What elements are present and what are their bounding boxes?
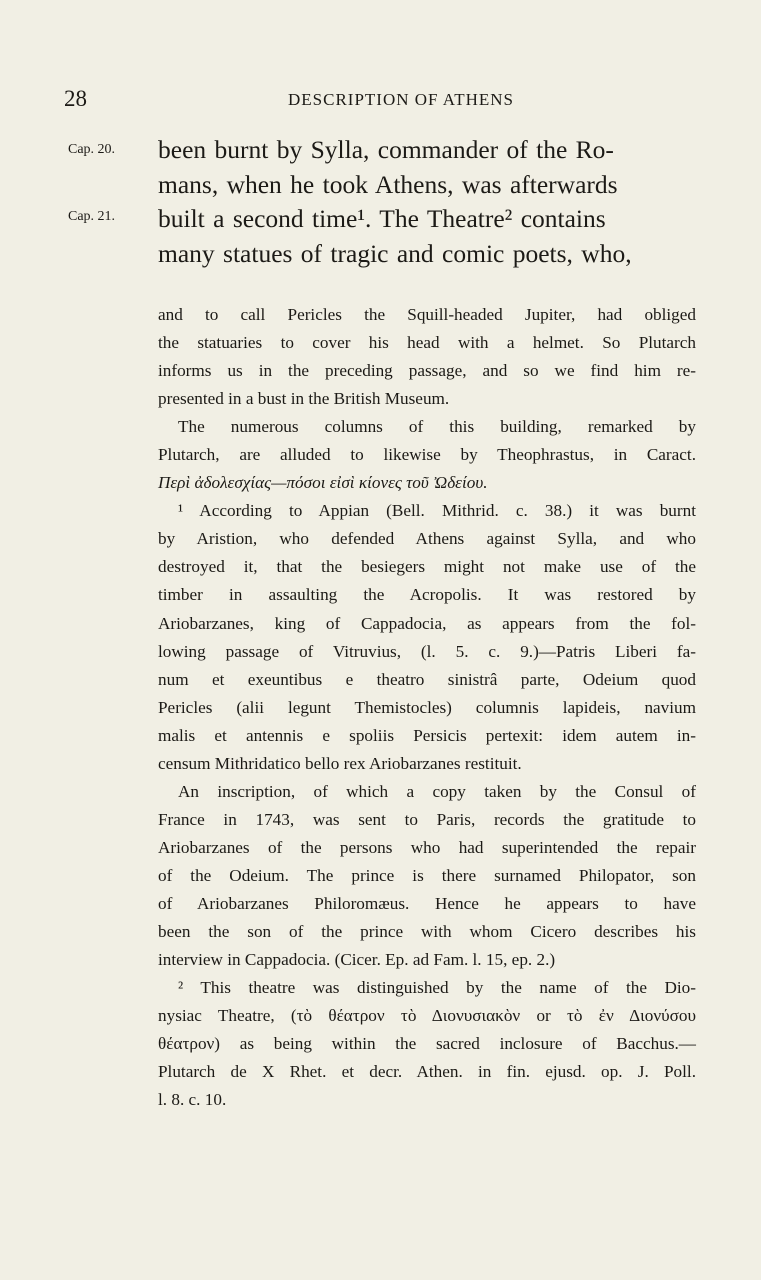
main-text-line: been burnt by Sylla, commander of the Ro- (158, 135, 614, 164)
footnote-line: θέατρον) as being within the sacred inclosure of Bacchus.— (158, 1034, 696, 1054)
footnotes-block (158, 301, 696, 1114)
page-header (64, 86, 674, 116)
footnote-line: Pericles (alii legunt Themistocles) columnis lapideis, navium (158, 697, 696, 717)
footnote-line: and to call Pericles the Squill-headed Jupiter, had obliged (158, 305, 696, 324)
footnote-line: malis et antennis e spoliis Persicis pertexit: idem autem in- (158, 725, 696, 745)
footnote-line: of the Odeium. The prince is there surnamed Philopator, son (158, 865, 696, 885)
main-text-block (158, 133, 695, 271)
footnote-line: lowing passage of Vitruvius, (l. 5. c. 9.)—Patris Liberi fa- (158, 641, 696, 661)
main-text-line: mans, when he took Athens, was afterwards (158, 169, 618, 199)
footnote-line: of Ariobarzanes Philoromæus. Hence he appears to have (158, 893, 696, 913)
footnote-line: Plutarch, are alluded to likewise by Theophrastus, in Caract. (158, 445, 696, 465)
main-text-line: many statues of tragic and comic poets, who, (158, 238, 632, 268)
main-text-line: built a second time¹. The Theatre² contains (158, 204, 606, 233)
footnote-line: num et exeuntibus e theatro sinistrâ parte, Odeium quod (158, 669, 696, 689)
footnote-line: the statuaries to cover his head with a helmet. So Plutarch (158, 333, 696, 353)
footnote-line: timber in assaulting the Acropolis. It was restored by (158, 585, 696, 605)
footnote-line: nysiac Theatre, (τὸ θέατρον τὸ Διονυσιακὸν or τὸ ἐν Διονύσου (158, 1006, 696, 1026)
footnote-line: Plutarch de X Rhet. et decr. Athen. in fin. ejusd. op. J. Poll. (158, 1062, 696, 1082)
footnote-line: presented in a bust in the British Museum. (158, 389, 450, 409)
footnote-line: Περὶ ἀδολεσχίας—πόσοι εἰσὶ κίονες τοῦ Ὠδείου. (158, 473, 488, 493)
footnote-line: destroyed it, that the besiegers might not make use of the (158, 557, 696, 577)
footnote-line: censum Mithridatico bello rex Ariobarzanes restituit. (158, 753, 522, 773)
footnote-line: by Aristion, who defended Athens against Sylla, and who (158, 529, 696, 549)
margin-note-cap-20: Cap. 20. (68, 142, 116, 157)
footnote-line: An inscription, of which a copy taken by the Consul of (178, 781, 696, 801)
page-number: 28 (64, 86, 87, 111)
footnote-line: interview in Cappadocia. (Cicer. Ep. ad Fam. l. 15, ep. 2.) (158, 950, 556, 970)
margin-note-cap-21: Cap. 21. (68, 209, 116, 224)
footnote-line: France in 1743, was sent to Paris, records the gratitude to (158, 809, 696, 829)
footnote-line: ¹ According to Appian (Bell. Mithrid. c. 38.) it was burnt (178, 501, 696, 521)
footnote-line: informs us in the preceding passage, and so we find him re- (158, 361, 696, 381)
footnote-line: Ariobarzanes, king of Cappadocia, as appears from the fol- (158, 613, 696, 633)
running-head: DESCRIPTION OF ATHENS (288, 90, 514, 109)
footnote-line: l. 8. c. 10. (158, 1090, 227, 1110)
footnote-line: The numerous columns of this building, remarked by (178, 417, 696, 437)
footnote-line: ² This theatre was distinguished by the name of the Dio- (178, 978, 696, 998)
footnote-line: been the son of the prince with whom Cicero describes his (158, 922, 696, 942)
footnote-line: Ariobarzanes of the persons who had superintended the repair (158, 837, 696, 857)
